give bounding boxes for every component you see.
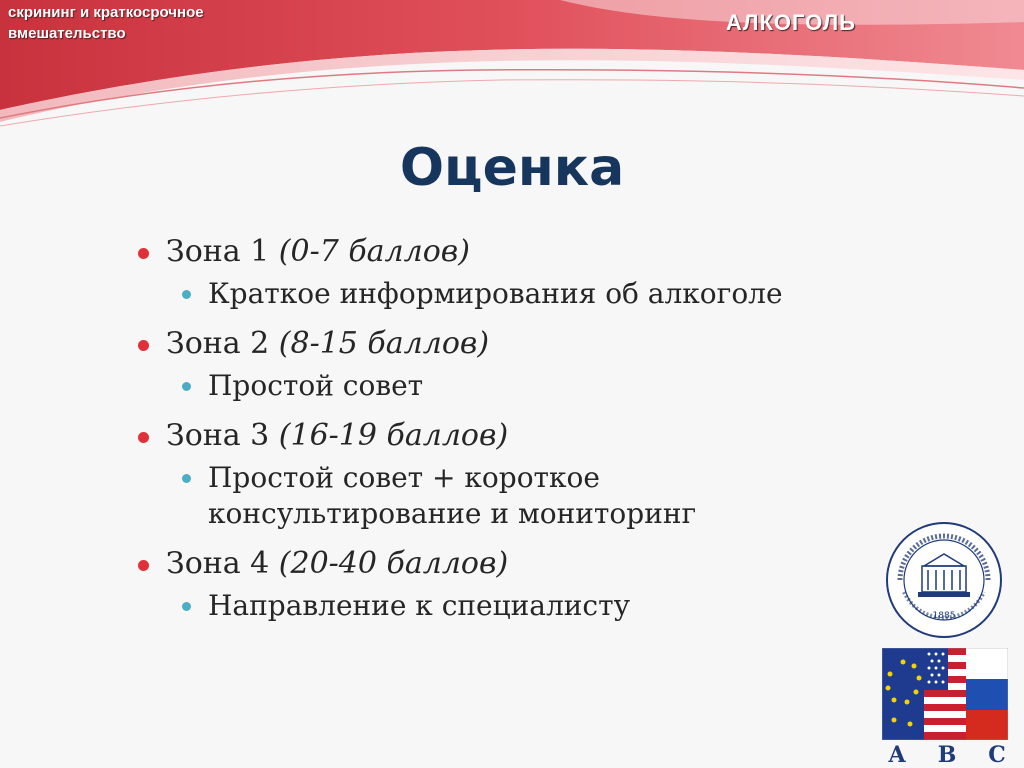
abc-letter-c: C [988, 742, 1006, 768]
zone-range: (8-15 баллов) [278, 326, 490, 361]
zone-advice [138, 460, 858, 532]
sub-bullet-icon [182, 290, 191, 299]
bullet-icon [138, 432, 149, 443]
abc-letter-a: A [888, 742, 906, 768]
header-topic: АЛКОГОЛЬ [725, 10, 856, 35]
flags-logo [882, 648, 1008, 740]
zone-label: Зона 3 [166, 418, 279, 453]
abc-logo-text [882, 742, 1012, 768]
zone-range: (20-40 баллов) [278, 546, 509, 581]
zone-range: (16-19 баллов) [278, 418, 509, 453]
bullet-icon [138, 340, 149, 351]
zone-advice [138, 276, 858, 312]
bullet-icon [138, 560, 149, 571]
academy-seal-logo [884, 520, 1004, 640]
zone-advice-text: Простой совет + короткое консультирование и мониторинг [208, 461, 697, 530]
zone-item [138, 416, 858, 456]
zone-advice-text: Краткое информирования об алкоголе [208, 277, 783, 310]
zone-advice-text: Направление к специалисту [208, 589, 631, 622]
zone-item [138, 232, 858, 272]
zone-advice [138, 588, 858, 624]
zone-item [138, 544, 858, 584]
zone-range: (0-7 баллов) [278, 234, 470, 269]
zone-label: Зона 2 [166, 326, 279, 361]
zone-label: Зона 1 [166, 234, 279, 269]
sub-bullet-icon [182, 382, 191, 391]
zone-label: Зона 4 [166, 546, 279, 581]
zone-advice-text: Простой совет [208, 369, 424, 402]
header-subtitle: скрининг и краткосрочное вмешательство [8, 4, 204, 42]
abc-letter-b: B [937, 742, 957, 768]
zone-advice [138, 368, 858, 404]
seal-year: 1885 [932, 611, 956, 621]
bullet-icon [138, 248, 149, 259]
sub-bullet-icon [182, 474, 191, 483]
slide-title: Оценка [399, 138, 625, 198]
zone-list [138, 232, 858, 636]
zone-item [138, 324, 858, 364]
sub-bullet-icon [182, 602, 191, 611]
